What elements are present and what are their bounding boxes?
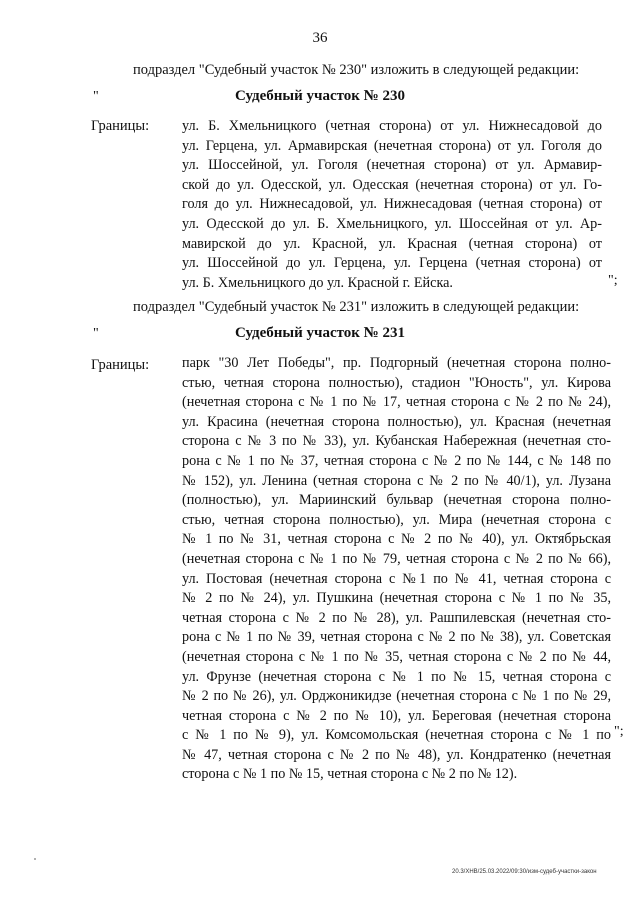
boundary-line: ул. Красина (нечетная сторона полностью), ул. Красная (нечетная bbox=[182, 413, 611, 430]
page-number: 36 bbox=[312, 30, 328, 46]
section-231-intro: подраздел "Судебный участок № 231" изложить в следующей редакции: bbox=[133, 299, 580, 315]
section-230-heading: Судебный участок № 230 bbox=[234, 88, 405, 104]
section-231-boundaries bbox=[182, 354, 611, 785]
boundary-line: ул. Шоссейной до ул. Герцена, ул. Герцена (четная сторона) от bbox=[182, 255, 602, 272]
boundary-line: № 2 по № 26), ул. Орджоникидзе (нечетная сторона с № 1 по № 29, bbox=[182, 688, 611, 705]
boundary-line: (нечетная сторона с № 1 по № 79, четная сторона с № 2 по № 66), bbox=[182, 550, 611, 567]
boundary-line: (нечетная сторона с № 1 по № 17, четная сторона с № 2 по № 24), bbox=[182, 394, 611, 411]
boundary-line: № 152), ул. Ленина (четная сторона с № 2 по № 40/1), ул. Лузана bbox=[182, 472, 611, 489]
section-231-heading: Судебный участок № 231 bbox=[234, 325, 405, 341]
section-230-intro: подраздел "Судебный участок № 230" изложить в следующей редакции: bbox=[133, 62, 580, 78]
boundary-line: стью, четная сторона полностью), стадион "Юность", ул. Кирова bbox=[182, 374, 611, 391]
section-230-quote-open: " bbox=[93, 89, 99, 104]
boundary-line: № 1 по № 31, четная сторона с № 2 по № 40), ул. Октябрьская bbox=[182, 531, 611, 548]
footer-file-code: 20.3/ХНВ/25.03.2022/09:30/изм-судеб-участки-закон bbox=[452, 869, 597, 875]
section-230-end-mark: "; bbox=[608, 273, 618, 288]
boundary-line: рона с № 1 по № 39, четная сторона с № 2 по № 38), ул. Советская bbox=[182, 629, 611, 646]
boundary-line: ул. Одесской до ул. Б. Хмельницкого, ул. Шоссейная от ул. Ар- bbox=[182, 215, 602, 232]
boundary-line: ской до ул. Одесской, ул. Одесская (нечетная сторона) от ул. Го- bbox=[182, 176, 602, 193]
boundary-line: № 2 по № 24), ул. Пушкина (нечетная сторона с № 1 по № 35, bbox=[182, 590, 611, 607]
boundary-line: ул. Постовая (нечетная сторона с №1 по № 41, четная сторона с bbox=[182, 570, 611, 587]
boundary-line: четная сторона с № 2 по № 28), ул. Рашпилевская (нечетная сто- bbox=[182, 609, 611, 626]
boundary-line: сторона с № 3 по № 33), ул. Кубанская Набережная (нечетная сто- bbox=[182, 433, 611, 450]
boundary-line: ул. Фрунзе (нечетная сторона с № 1 по № 15, четная сторона с bbox=[182, 668, 611, 685]
boundary-line: ул. Б. Хмельницкого (четная сторона) от ул. Нижнесадовой до bbox=[182, 118, 602, 134]
section-230-label: Границы: bbox=[91, 118, 150, 134]
boundary-line: рона с № 1 по № 37, четная сторона с № 2 по № 144, с № 148 по bbox=[182, 452, 611, 469]
boundary-line: ул. Герцена, ул. Армавирская (нечетная сторона) от ул. Гоголя до bbox=[182, 137, 602, 154]
boundary-line: (полностью), ул. Мариинский бульвар (нечетная сторона полно- bbox=[182, 492, 611, 509]
boundary-line: (нечетная сторона с № 1 по № 35, четная сторона с № 2 по № 44, bbox=[182, 648, 611, 665]
boundary-line: № 47, четная сторона с № 2 по № 48), ул. Кондратенко (нечетная bbox=[182, 746, 611, 763]
boundary-line: стью, четная сторона полностью), ул. Мира (нечетная сторона с bbox=[182, 511, 611, 528]
section-231-end-mark: "; bbox=[614, 724, 624, 739]
section-230-boundaries bbox=[182, 117, 602, 293]
boundary-line: мавирской до ул. Красной, ул. Красная (четная сторона) от bbox=[182, 235, 602, 252]
section-231-label: Границы: bbox=[91, 357, 150, 373]
boundary-line: четная сторона с № 2 по № 10), ул. Береговая (нечетная сторона bbox=[182, 707, 611, 724]
boundary-line: парк "30 Лет Победы", пр. Подгорный (нечетная сторона полно- bbox=[182, 355, 611, 371]
boundary-line: сторона с № 1 по № 15, четная сторона с № 2 по № 12). bbox=[182, 766, 518, 783]
boundary-line: ул. Шоссейной, ул. Гоголя (нечетная сторона) от ул. Армавир- bbox=[182, 157, 602, 174]
section-231-quote-open: " bbox=[93, 326, 99, 341]
boundary-line: с № 1 по № 9), ул. Комсомольская (нечетная сторона с № 1 по bbox=[182, 727, 611, 744]
boundary-line: ул. Б. Хмельницкого до ул. Красной г. Ейска. bbox=[182, 274, 453, 291]
scan-speck bbox=[34, 858, 36, 860]
boundary-line: голя до ул. Нижнесадовой, ул. Нижнесадовая (четная сторона) от bbox=[182, 196, 602, 213]
